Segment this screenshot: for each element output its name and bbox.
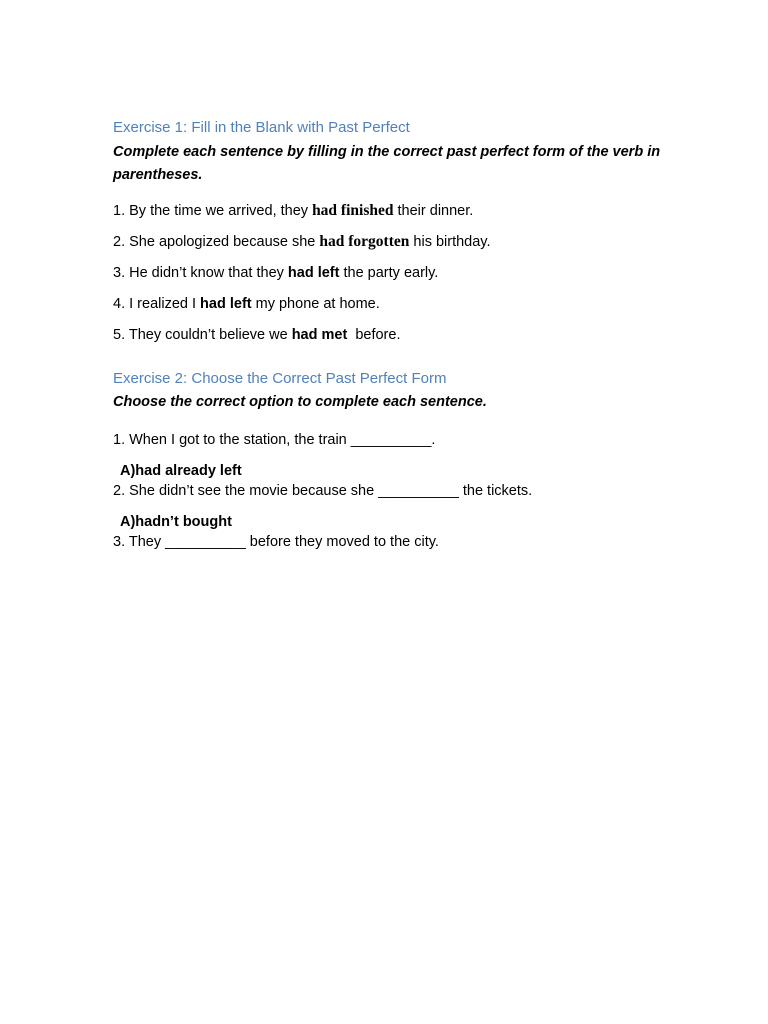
exercise-1-section: [113, 118, 673, 345]
question-text: 1. When I got to the station, the train __________.: [113, 432, 436, 448]
list-item: [113, 232, 673, 252]
document-content: [113, 118, 673, 552]
sentence-start: 2. She apologized because she: [113, 234, 320, 250]
sentence-start: 3. He didn’t know that they: [113, 265, 288, 281]
sentence-end: before.: [347, 327, 401, 343]
sentence-start: 4. I realized I: [113, 296, 201, 312]
answer-text: had met: [291, 327, 348, 343]
sentence-end: my phone at home.: [251, 296, 380, 312]
sentence-start: 5. They couldn’t believe we: [113, 327, 292, 343]
exercise-1-title: Exercise 1: Fill in the Blank with Past Perfect: [113, 119, 410, 136]
answer-text: had finished: [312, 202, 394, 219]
answer-text: had left: [287, 265, 340, 281]
list-item: [113, 263, 673, 283]
answer-text: had forgotten: [319, 233, 410, 250]
sentence-end: the party early.: [339, 265, 439, 281]
exercise-1-list: [113, 201, 673, 345]
list-item: [113, 201, 673, 221]
sentence-start: 1. By the time we arrived, they: [113, 203, 313, 219]
exercise-2-list: [113, 430, 673, 552]
sentence-end: his birthday.: [409, 234, 491, 250]
exercise-2-instructions: Choose the correct option to complete each sentence.: [113, 394, 487, 410]
exercise-2-section: [113, 369, 673, 552]
question-answer: A)had already left: [120, 463, 242, 479]
list-item: [113, 294, 673, 314]
answer-text: had left: [200, 296, 252, 312]
question-text: 3. They __________ before they moved to the city.: [113, 534, 439, 550]
question-answer: A)hadn’t bought: [120, 514, 232, 530]
list-item: [113, 325, 673, 345]
exercise-2-title: Exercise 2: Choose the Correct Past Perfect Form: [113, 370, 447, 387]
sentence-end: their dinner.: [393, 203, 474, 219]
exercise-1-instructions: Complete each sentence by filling in the correct past perfect form of the verb in parentheses.: [113, 144, 661, 183]
question-text: 2. She didn’t see the movie because she __________ the tickets.: [113, 483, 533, 499]
